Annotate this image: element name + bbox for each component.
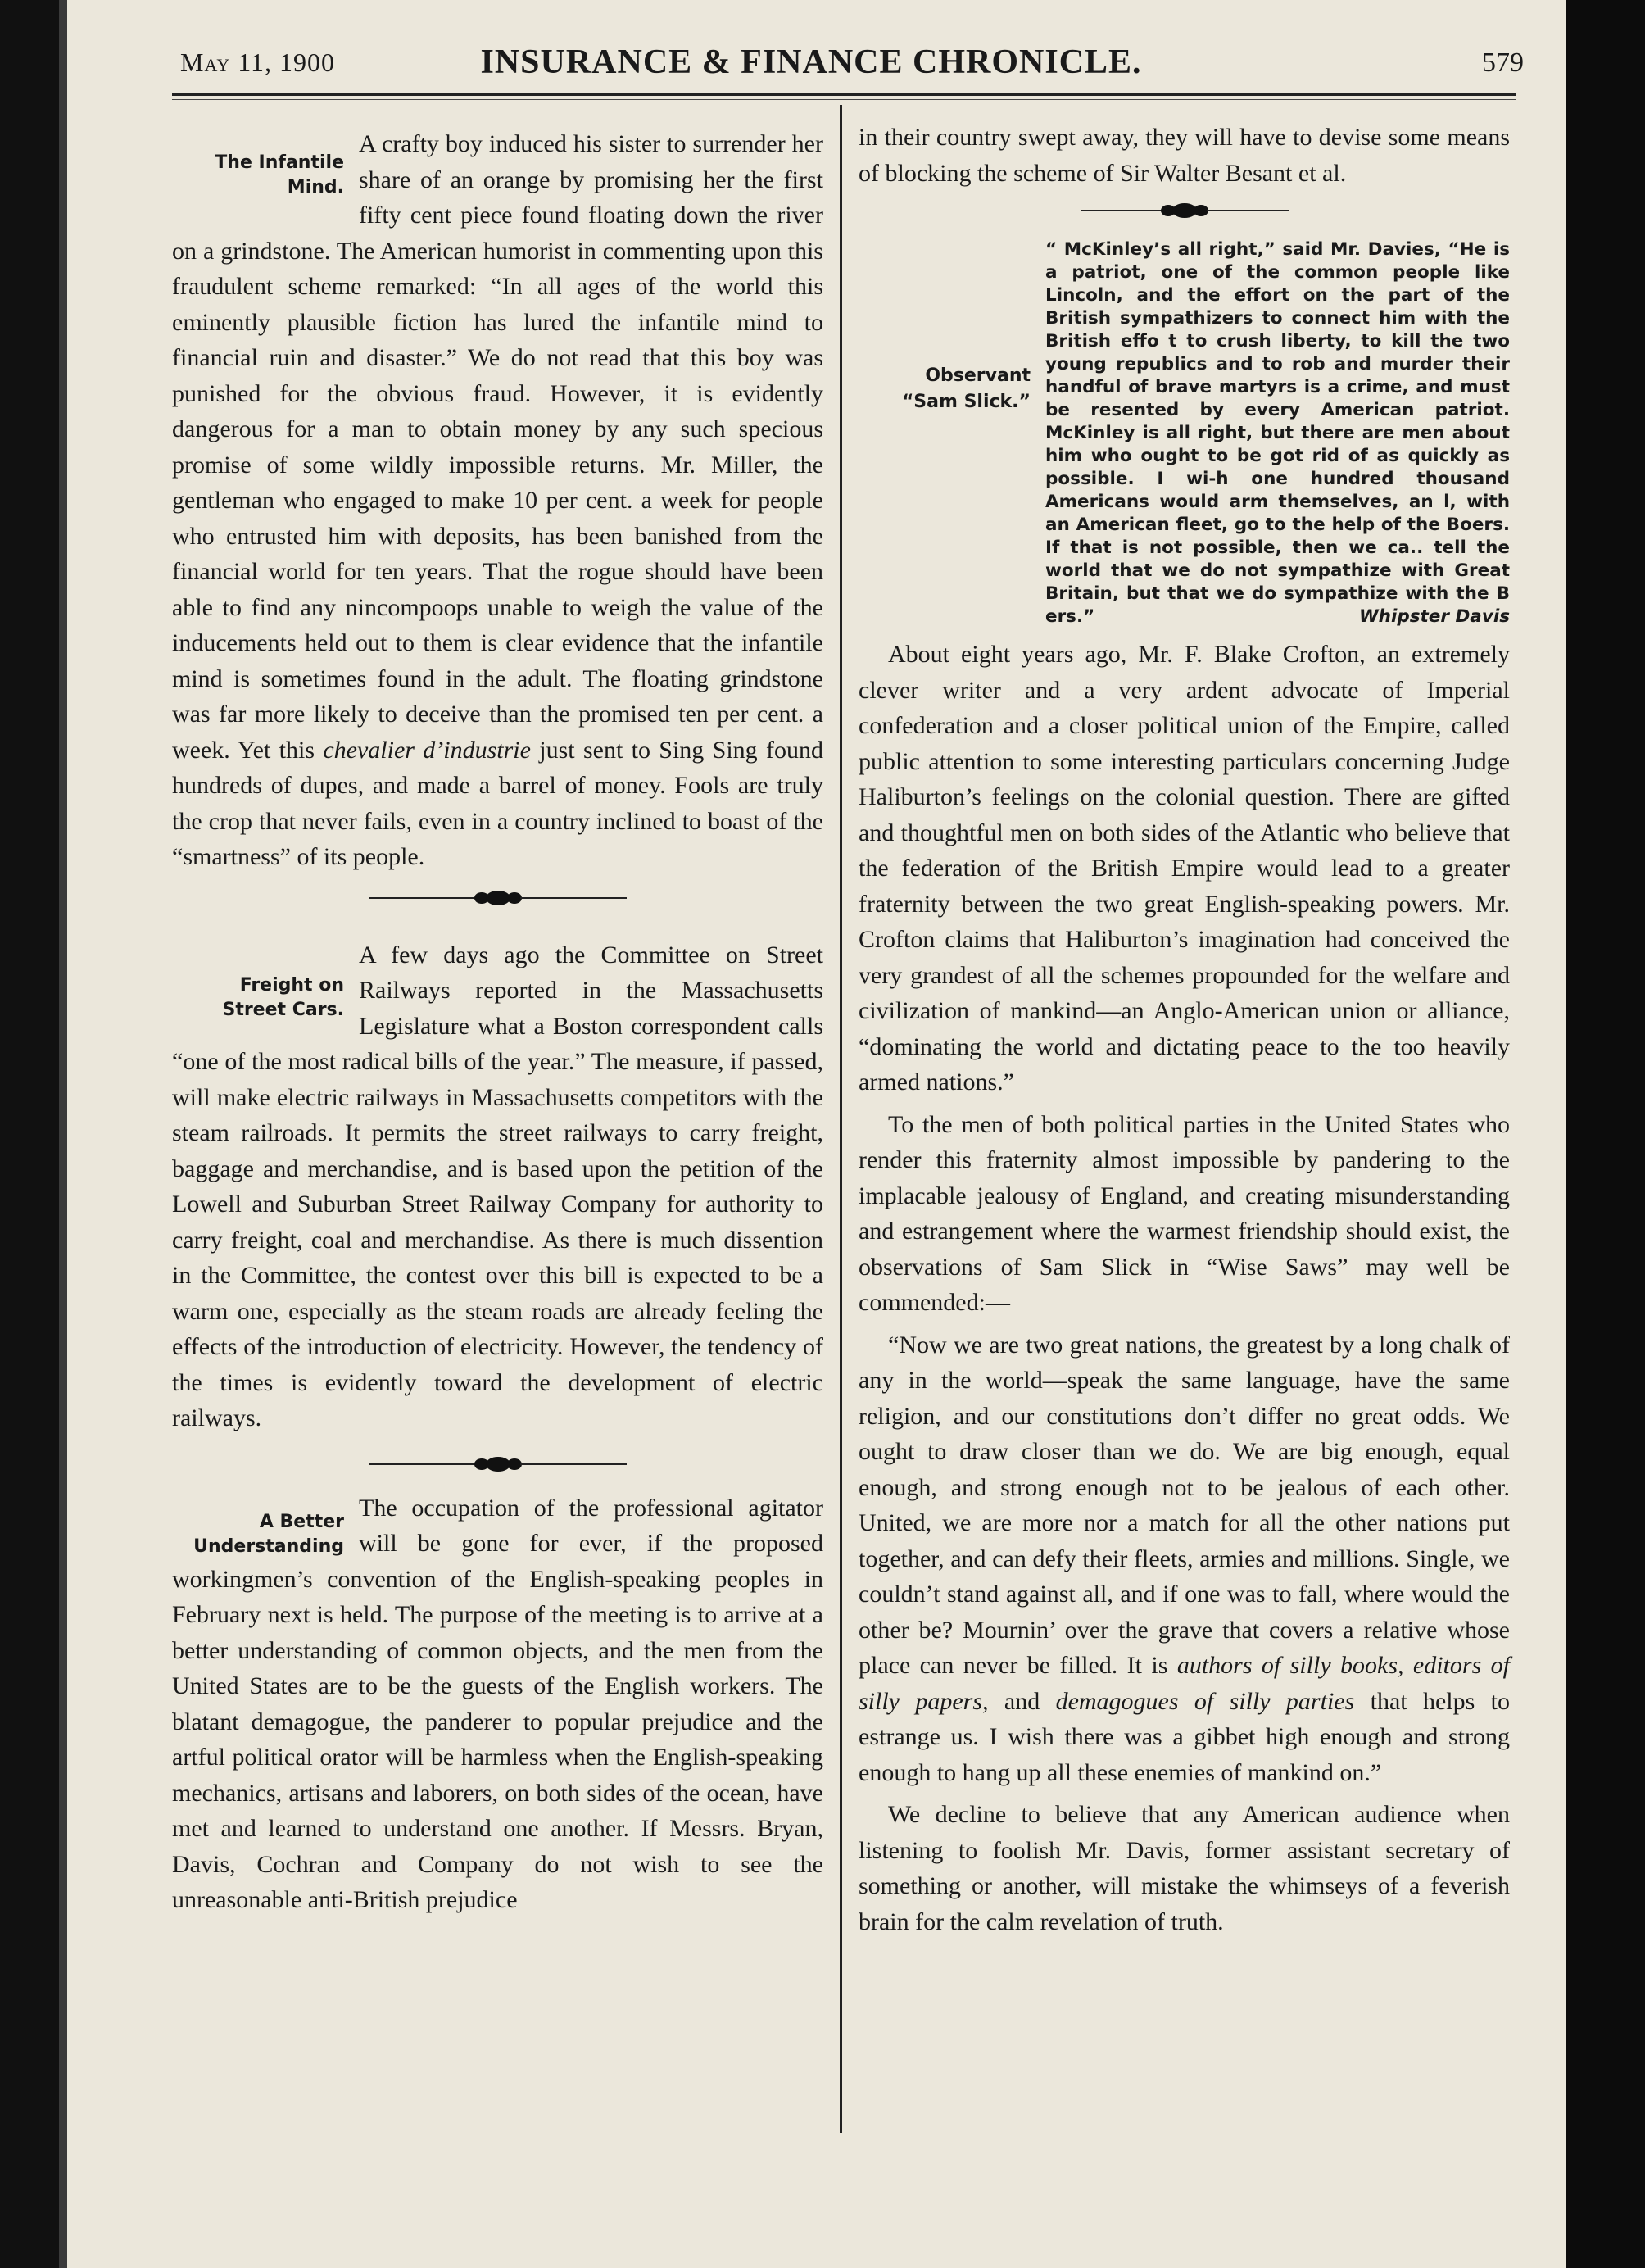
left-column — [172, 126, 823, 1918]
block-quote: “ McKinley’s all right,” said Mr. Davies, “He is a patriot, one of the common people like Lincoln, and the effort on the part of the British sympathizers to connect him with the British effo t to crush liberty, to kill the two young republics and to rob and murder their handful of brave martyrs is a crime, and must be resented by every American patriot. McKinley is all right, but there are men about him who ought to be got rid of as quickly as possible. I wi-h one hundred thousand Americans would arm themselves, an l, with an American fleet, go to the help of the Boers. If that is not possible, then we ca.. tell the world that we do not sympathize with Great Britain, but that we do sympathize with the B ers.” Whipster Davis — [1045, 239, 1510, 627]
article-infantile-mind — [172, 126, 823, 875]
article-text: A crafty boy induced his sister to surrender her share of an orange by promising her the first fifty cent piece found floating down the river on a grindstone. The American humorist in commenting upon this fraudulent scheme remarked: “In all ages of the world this eminently plausible fiction has lured the infantile mind to financial ruin and disaster.” We do not read that this boy was punished for the obvious fraud. However, it is evidently dangerous for a man to obtain money by any such specious promise of some wildly impossible returns. Mr. Miller, the gentleman who engaged to make 10 per cent. a week for people who entrusted him with deposits, has been banished from the financial world for ten years. That the rogue should have been able to find any nincompoops unable to weigh the value of the inducements held out to them is clear evidence that the infantile mind is sometimes found in the adult. The floating grindstone was far more likely to deceive than the promised ten per cent. a week. Yet this chevalier d’industrie just sent to Sing Sing found hundreds of dupes, and made a barrel of money. Fools are truly the crop that never fails, even in a country inclined to boast of the “smartness” of its people. — [172, 130, 823, 870]
section-ornament — [172, 1454, 823, 1474]
header-rule-bottom — [172, 99, 1516, 100]
article-freight-on-street-cars — [172, 937, 823, 1436]
article-better-understanding — [172, 1490, 823, 1918]
paragraph: To the men of both political parties in the United States who render this fraternity almost impossible by pandering to the implacable jealousy of England, and creating misunderstanding and estrangement where the warmest friendship should exist, the observations of Sam Slick in “Wise Saws” may well be commended:— — [859, 1110, 1510, 1316]
side-heading-infantile-mind: The Infantile Mind. — [215, 152, 344, 197]
side-heading-sam-slick: Observant “Sam Slick.” — [901, 365, 1031, 412]
paragraph: We decline to believe that any American audience when listening to foolish Mr. Davis, former assistant secretary of something or another, will mistake the whimseys of a feverish brain for the calm revelation of truth. — [859, 1801, 1510, 1935]
publication-title: INSURANCE & FINANCE CHRONICLE. — [480, 43, 1142, 81]
section-ornament — [859, 201, 1510, 220]
header-rule-top — [172, 93, 1516, 96]
page-number: 579 — [1482, 48, 1524, 78]
scan-edge-right — [1566, 0, 1645, 2268]
issue-date: May 11, 1900 — [180, 48, 336, 77]
continued-text: in their country swept away, they will have to devise some means of blocking the scheme of Sir Walter Besant et al. — [859, 124, 1510, 187]
side-heading-better-understanding: A Better Understanding — [193, 1511, 344, 1557]
running-head — [115, 43, 1524, 88]
section-ornament — [172, 888, 823, 908]
side-heading-freight: Freight on Street Cars. — [222, 974, 344, 1020]
column-divider — [840, 105, 842, 2133]
quote-signature: Whipster Davis — [1358, 606, 1510, 627]
scan-edge-left — [0, 0, 59, 2268]
right-column — [859, 120, 1510, 1939]
paragraph: About eight years ago, Mr. F. Blake Crofton, an extremely clever writer and a very ardent advocate of Imperial confederation and a closer political union of the Empire, called public attention to some interesting particulars concerning Judge Haliburton’s feelings on the colonial question. There are gifted and thoughtful men on both sides of the Atlantic who believe that the federation of the British Empire would lead to a greater fraternity between the two great English-speaking powers. Mr. Crofton claims that Haliburton’s imagination had conceived the very grandest of all the schemes propounded for the welfare and civilization of mankind—an Anglo-American union or alliance, “dominating the world and dictating peace to the too heavily armed nations.” — [859, 641, 1510, 1095]
article-text: A few days ago the Committee on Street Railways reported in the Massachusetts Legislature what a Boston correspondent calls “one of the most radical bills of the year.” The measure, if passed, will make electric railways in Massachusetts competitors with the steam railroads. It permits the street railways to carry freight, baggage and merchandise, and is based upon the petition of the Lowell and Suburban Street Railway Company for authority to carry freight, coal and merchandise. As there is much dissention in the Committee, the contest over this bill is expected to be a warm one, especially as the steam roads are already feeling the effects of the introduction of electricity. However, the tendency of the times is evidently toward the development of electric railways. — [172, 941, 823, 1431]
article-observant-sam-slick — [859, 238, 1510, 628]
paragraph: “Now we are two great nations, the greatest by a long chalk of any in the world—speak the same language, have the same religion, and our constitutions don’t differ no great odds. We ought to draw closer than we do. We are big enough, equal enough, and strong enough not to be jealous of each other. United, we are more nor a match for all the other nations put together, and can defy their fleets, armies and millions. Single, we couldn’t stand against all, and if one was to fall, where would the other be? Mournin’ over the grave that covers a relative whose place can never be filled. It is authors of silly books, editors of silly papers, and demagogues of silly parties that helps to estrange us. I wish there was a gibbet high enough and strong enough to hang up all these enemies of mankind on.” — [859, 1331, 1510, 1786]
scan-edge-left-shadow — [59, 0, 67, 2268]
article-text: The occupation of the professional agitator will be gone for ever, if the proposed workingmen’s convention of the English-speaking peoples in February next is held. The purpose of the meeting is to arrive at a better understanding of common objects, and the men from the United States are to be the guests of the English workers. The blatant demagogue, the panderer to popular prejudice and the artful political orator will be harmless when the English-speaking mechanics, artisans and laborers, on both sides of the ocean, have met and learned to understand one another. If Messrs. Bryan, Davis, Cochran and Company do not wish to see the unreasonable anti-British prejudice — [172, 1494, 823, 1913]
